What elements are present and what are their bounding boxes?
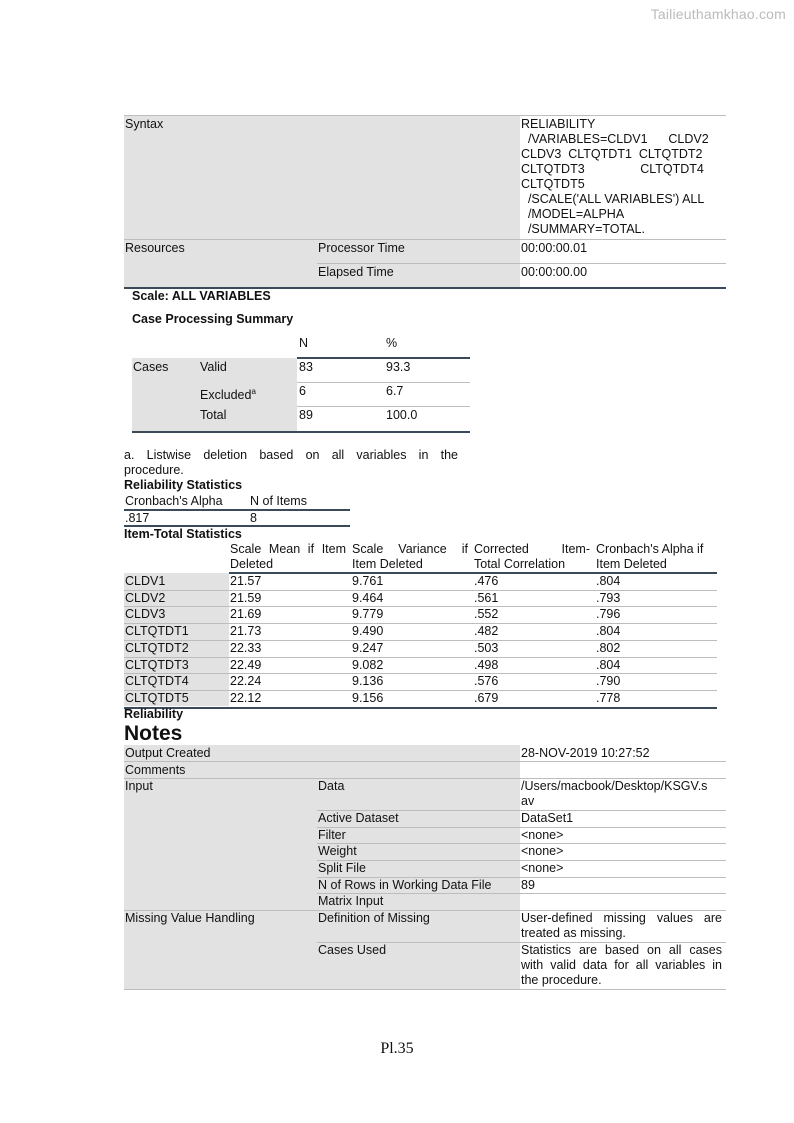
- item-total-correlation: .482: [474, 624, 499, 639]
- page-number: Pl.35: [380, 1040, 414, 1057]
- syntax-line: CLTQTDT5: [521, 177, 585, 191]
- cases-used-label: Cases Used: [318, 943, 387, 957]
- footnote-line2: procedure.: [124, 463, 184, 477]
- syntax-line: /SUMMARY=TOTAL.: [521, 222, 645, 236]
- syntax-label: Syntax: [125, 117, 164, 131]
- reliability-heading: Reliability: [124, 707, 184, 721]
- variance-header-line2: Item Deleted: [352, 557, 423, 571]
- cases-used-line1: Statistics are based on all cases: [521, 943, 722, 957]
- item-alpha-if-deleted: .804: [596, 657, 621, 672]
- item-variance-if-deleted: 9.082: [352, 657, 384, 672]
- valid-pct: 93.3: [386, 360, 411, 374]
- cases-group-label: Cases: [133, 360, 169, 374]
- syntax-line: CLDV3 CLTQTDT1 CLTQTDT2: [521, 147, 703, 161]
- item-total-correlation: .561: [474, 590, 499, 605]
- footnote-line1: a. Listwise deletion based on all variables in the: [124, 448, 458, 462]
- item-name: CLDV1: [125, 574, 166, 588]
- output-created-value: 28-NOV-2019 10:27:52: [521, 746, 650, 760]
- item-variance-if-deleted: 9.779: [352, 607, 384, 622]
- item-mean-if-deleted: 22.12: [230, 690, 262, 705]
- syntax-line: /SCALE('ALL VARIABLES') ALL: [521, 192, 705, 206]
- split-file-label: Split File: [318, 861, 366, 875]
- watermark: Tailieuthamkhao.com: [650, 6, 786, 22]
- n-items-header: N of Items: [250, 494, 307, 508]
- syntax-line: /VARIABLES=CLDV1 CLDV2: [521, 132, 709, 146]
- item-variance-if-deleted: 9.464: [352, 590, 384, 605]
- data-label: Data: [318, 779, 345, 793]
- item-mean-if-deleted: 21.57: [230, 574, 262, 588]
- item-alpha-if-deleted: .804: [596, 574, 621, 588]
- processor-time-value: 00:00:00.01: [521, 241, 588, 255]
- total-label: Total: [200, 408, 227, 422]
- excluded-pct: 6.7: [386, 384, 404, 398]
- item-name: CLTQTDT2: [125, 640, 189, 655]
- item-variance-if-deleted: 9.490: [352, 624, 384, 639]
- weight-value: <none>: [521, 844, 564, 858]
- item-total-correlation: .679: [474, 690, 499, 705]
- item-alpha-if-deleted: .790: [596, 674, 621, 689]
- variance-header-line1: Scale Variance if: [352, 542, 468, 556]
- item-total-correlation: .552: [474, 607, 499, 622]
- weight-label: Weight: [318, 844, 357, 858]
- active-dataset-label: Active Dataset: [318, 811, 399, 825]
- item-total-correlation: .476: [474, 574, 499, 588]
- total-pct: 100.0: [386, 408, 418, 422]
- filter-value: <none>: [521, 828, 564, 842]
- col-pct-header: %: [386, 336, 398, 350]
- corr-header-line1: Corrected Item-: [474, 542, 590, 556]
- mean-header-line2: Deleted: [230, 557, 274, 571]
- item-alpha-if-deleted: .793: [596, 590, 621, 605]
- def-missing-line1: User-defined missing values are: [521, 911, 722, 925]
- item-alpha-if-deleted: .778: [596, 690, 621, 705]
- item-total-correlation: .576: [474, 674, 499, 689]
- processor-time-label: Processor Time: [318, 241, 405, 255]
- data-value-line1: /Users/macbook/Desktop/KSGV.s: [521, 779, 708, 793]
- syntax-line: CLTQTDT3 CLTQTDT4: [521, 162, 704, 176]
- valid-n: 83: [299, 360, 313, 374]
- syntax-line: RELIABILITY: [521, 117, 596, 131]
- item-total-title: Item-Total Statistics: [124, 527, 242, 541]
- resources-label: Resources: [125, 241, 185, 255]
- case-processing-title: Case Processing Summary: [132, 312, 294, 326]
- item-alpha-if-deleted: .802: [596, 640, 621, 655]
- input-label: Input: [125, 779, 153, 793]
- comments-label: Comments: [125, 763, 186, 777]
- total-n: 89: [299, 408, 313, 422]
- syntax-line: /MODEL=ALPHA: [521, 207, 625, 221]
- alpha-value: .817: [125, 511, 150, 525]
- item-alpha-if-deleted: .804: [596, 624, 621, 639]
- item-mean-if-deleted: 21.73: [230, 624, 262, 639]
- n-rows-value: 89: [521, 878, 535, 892]
- corr-header-line2: Total Correlation: [474, 557, 566, 571]
- cases-used-line3: the procedure.: [521, 973, 602, 987]
- def-missing-label: Definition of Missing: [318, 911, 430, 925]
- item-variance-if-deleted: 9.156: [352, 690, 384, 705]
- cases-used-line2: with valid data for all variables in: [521, 958, 722, 972]
- item-name: CLDV2: [125, 590, 166, 605]
- excluded-footnote-marker: a: [251, 387, 256, 396]
- matrix-input-label: Matrix Input: [318, 894, 384, 908]
- elapsed-time-value: 00:00:00.00: [521, 265, 588, 279]
- scale-title: Scale: ALL VARIABLES: [132, 289, 271, 303]
- excluded-n: 6: [299, 384, 306, 398]
- valid-label: Valid: [200, 360, 227, 374]
- syntax-code: [521, 117, 723, 237]
- reliability-stats-title: Reliability Statistics: [124, 478, 243, 492]
- alpha-header: Cronbach's Alpha: [125, 494, 223, 508]
- item-total-correlation: .503: [474, 640, 499, 655]
- split-file-value: <none>: [521, 861, 564, 875]
- item-variance-if-deleted: 9.761: [352, 574, 384, 588]
- item-mean-if-deleted: 22.33: [230, 640, 262, 655]
- notes-title: Notes: [124, 722, 183, 745]
- elapsed-time-label: Elapsed Time: [318, 265, 394, 279]
- item-name: CLTQTDT3: [125, 657, 189, 672]
- missing-handling-label: Missing Value Handling: [125, 911, 255, 925]
- item-total-correlation: .498: [474, 657, 499, 672]
- item-mean-if-deleted: 21.69: [230, 607, 262, 622]
- item-name: CLTQTDT5: [125, 690, 189, 705]
- n-rows-label: N of Rows in Working Data File: [318, 878, 492, 892]
- item-mean-if-deleted: 21.59: [230, 590, 262, 605]
- item-mean-if-deleted: 22.49: [230, 657, 262, 672]
- item-name: CLTQTDT1: [125, 624, 189, 639]
- item-name: CLTQTDT4: [125, 674, 189, 689]
- def-missing-line2: treated as missing.: [521, 926, 626, 940]
- item-alpha-if-deleted: .796: [596, 607, 621, 622]
- item-name: CLDV3: [125, 607, 166, 622]
- excluded-label: Excluded$^a$: [200, 387, 256, 403]
- n-items-value: 8: [250, 511, 257, 525]
- mean-header-line1: Scale Mean if Item: [230, 542, 346, 556]
- item-mean-if-deleted: 22.24: [230, 674, 262, 689]
- filter-label: Filter: [318, 828, 346, 842]
- item-variance-if-deleted: 9.136: [352, 674, 384, 689]
- active-dataset-value: DataSet1: [521, 811, 574, 825]
- item-variance-if-deleted: 9.247: [352, 640, 384, 655]
- alpha-del-header-line2: Item Deleted: [596, 557, 667, 571]
- alpha-del-header-line1: Cronbach's Alpha if: [596, 542, 704, 556]
- data-value-line2: av: [521, 794, 535, 808]
- col-n-header: N: [299, 336, 309, 350]
- output-created-label: Output Created: [125, 746, 211, 760]
